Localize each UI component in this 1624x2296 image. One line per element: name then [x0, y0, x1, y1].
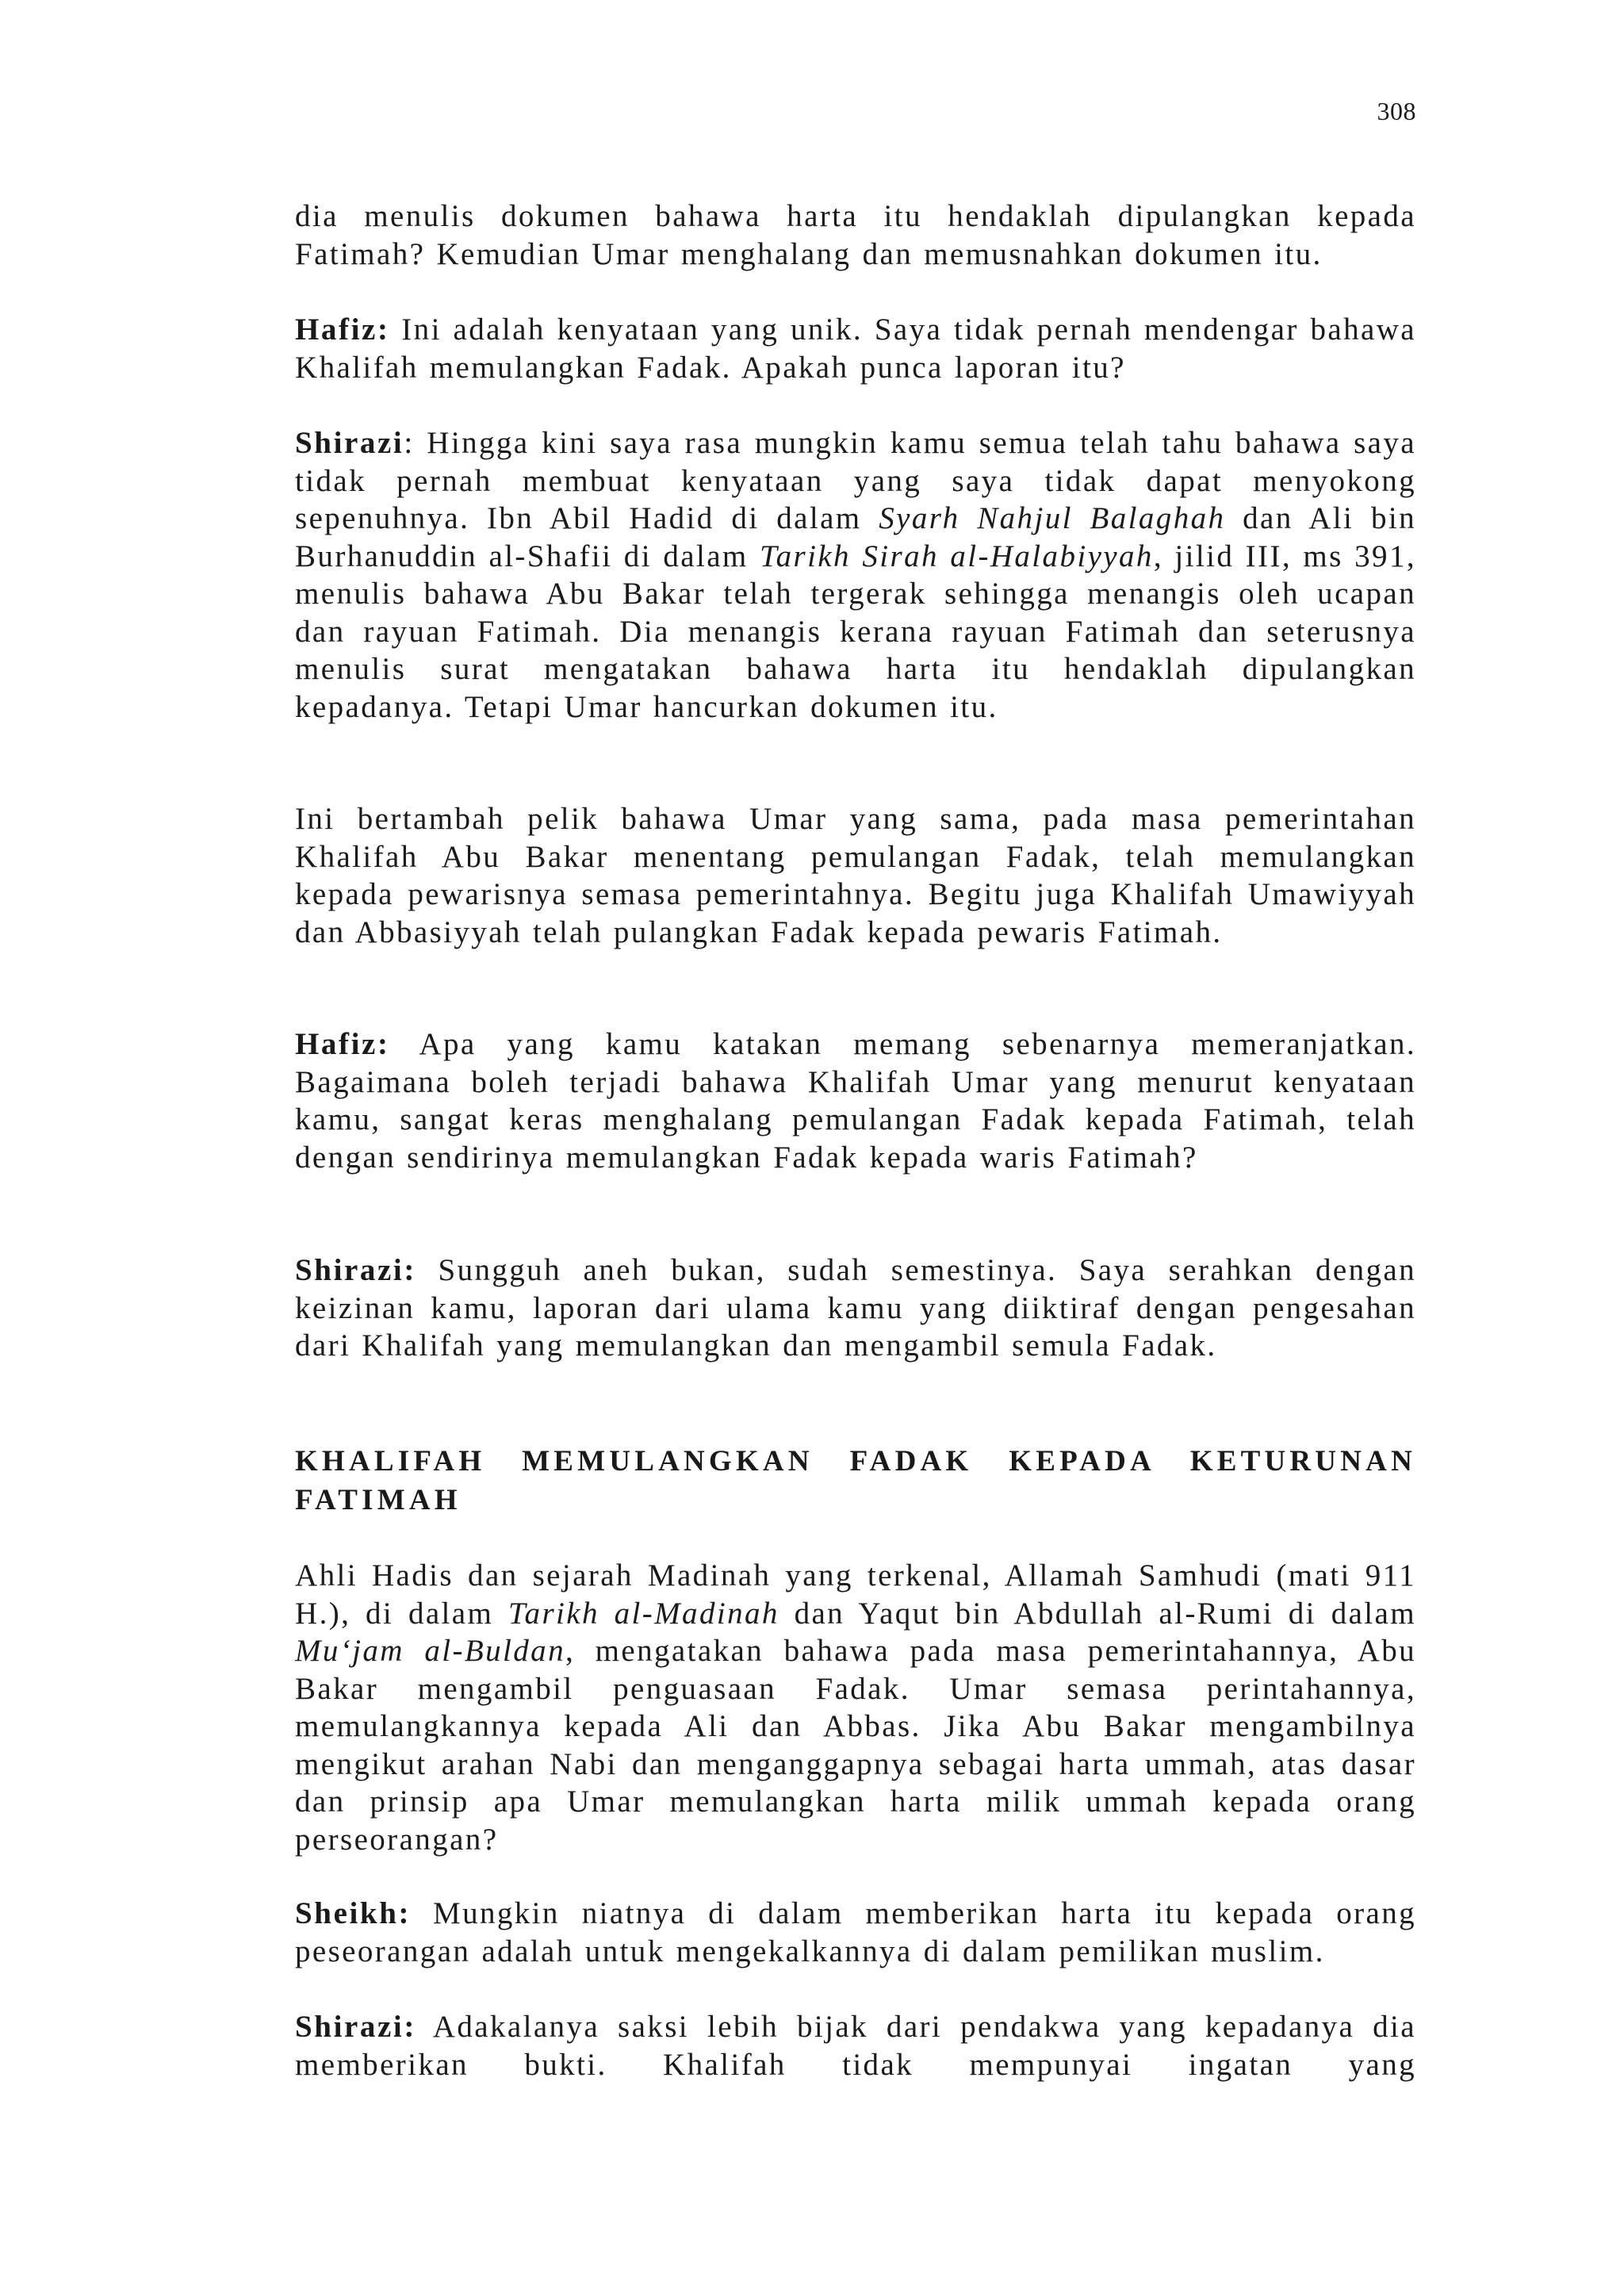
- paragraph-text: Adakalanya saksi lebih bijak dari pendakwa yang kepadanya dia memberikan bukti. Khalifah tidak mempunyai ingatan yang: [295, 2010, 1416, 2082]
- paragraph-text: dan Yaqut bin Abdullah al-Rumi di dalam: [779, 1596, 1416, 1631]
- speaker-label: Sheikh:: [295, 1896, 412, 1930]
- paragraph-text: dia menulis dokumen bahawa harta itu hendaklah dipulangkan kepada Fatimah? Kemudian Umar menghalang dan memusnahkan dokumen itu.: [295, 199, 1416, 271]
- paragraph-6: [295, 1251, 1416, 1365]
- book-title: Mu‘jam al-Buldan: [295, 1634, 565, 1668]
- speaker-label: Shirazi:: [295, 2010, 416, 2044]
- paragraph-5: [295, 1025, 1416, 1176]
- paragraph-4: [295, 800, 1416, 951]
- paragraph-text: Ahli Hadis dan sejarah Madinah yang terkenal, Allamah Samhudi (mati 911 H.), di dalam: [295, 1558, 1416, 1631]
- paragraph-text: dan Ali bin Burhanuddin al-Shafii di dalam: [295, 501, 1416, 573]
- paragraph-text: Ini bertambah pelik bahawa Umar yang sama, pada masa pemerintahan Khalifah Abu Bakar menentang pemulangan Fadak, telah memulangkan kepada pewarisnya semasa pemerintahnya. Begitu juga Khalifah Umawiyyah dan Abbasiyyah telah pulangkan Fadak kepada pewaris Fatimah.: [295, 802, 1416, 949]
- paragraph-text: , jilid III, ms 391, menulis bahawa Abu Bakar telah tergerak sehingga menangis oleh ucapan dan rayuan Fatimah. Dia menangis kerana rayuan Fatimah dan seterusnya menulis surat mengatakan bahawa harta itu hendaklah dipulangkan kepadanya. Tetapi Umar hancurkan dokumen itu.: [295, 539, 1417, 724]
- paragraph-7: [295, 1557, 1416, 1858]
- book-title: Tarikh al-Madinah: [508, 1596, 779, 1631]
- paragraph-2: [295, 311, 1416, 386]
- speaker-label: Shirazi: [295, 426, 404, 460]
- paragraph-1: [295, 197, 1416, 273]
- paragraph-text: : Hingga kini saya rasa mungkin kamu semua telah tahu bahawa saya tidak pernah membuat kenyataan yang saya tidak dapat menyokong sepenuhnya. Ibn Abil Hadid di dalam: [295, 426, 1416, 535]
- paragraph-3: [295, 424, 1416, 726]
- book-title: Tarikh Sirah al-Halabiyyah: [760, 539, 1154, 573]
- speaker-label: Hafiz:: [295, 1027, 390, 1061]
- paragraph-text: Mungkin niatnya di dalam memberikan harta itu kepada orang peseorangan adalah untuk mengekalkannya di dalam pemilikan muslim.: [295, 1896, 1416, 1968]
- paragraph-text: , mengatakan bahawa pada masa pemerintahannya, Abu Bakar mengambil penguasaan Fadak. Umar semasa perintahannya, memulangkannya kepada Ali dan Abbas. Jika Abu Bakar mengambilnya mengikut arahan Nabi dan menganggapnya sebagai harta ummah, atas dasar dan prinsip apa Umar memulangkan harta milik ummah kepada orang perseorangan?: [295, 1634, 1416, 1857]
- paragraph-text: Sungguh aneh bukan, sudah semestinya. Saya serahkan dengan keizinan kamu, laporan dari ulama kamu yang diiktiraf dengan pengesahan dari Khalifah yang memulangkan dan mengambil semula Fadak.: [295, 1253, 1416, 1363]
- book-title: Syarh Nahjul Balaghah: [879, 501, 1226, 535]
- speaker-label: Hafiz:: [295, 312, 390, 347]
- paragraph-8: [295, 1895, 1416, 1970]
- speaker-label: Shirazi:: [295, 1253, 416, 1287]
- paragraph-text: Apa yang kamu katakan memang sebenarnya memeranjatkan. Bagaimana boleh terjadi bahawa Khalifah Umar yang menurut kenyataan kamu, sangat keras menghalang pemulangan Fadak kepada Fatimah, telah dengan sendirinya memulangkan Fadak kepada waris Fatimah?: [295, 1027, 1416, 1175]
- paragraph-9: [295, 2008, 1416, 2083]
- section-heading: KHALIFAH MEMULANGKAN FADAK KEPADA KETURUNAN FATIMAH: [295, 1445, 1416, 1516]
- paragraph-text: Ini adalah kenyataan yang unik. Saya tidak pernah mendengar bahawa Khalifah memulangkan Fadak. Apakah punca laporan itu?: [295, 312, 1416, 385]
- page-number: 308: [1377, 97, 1416, 125]
